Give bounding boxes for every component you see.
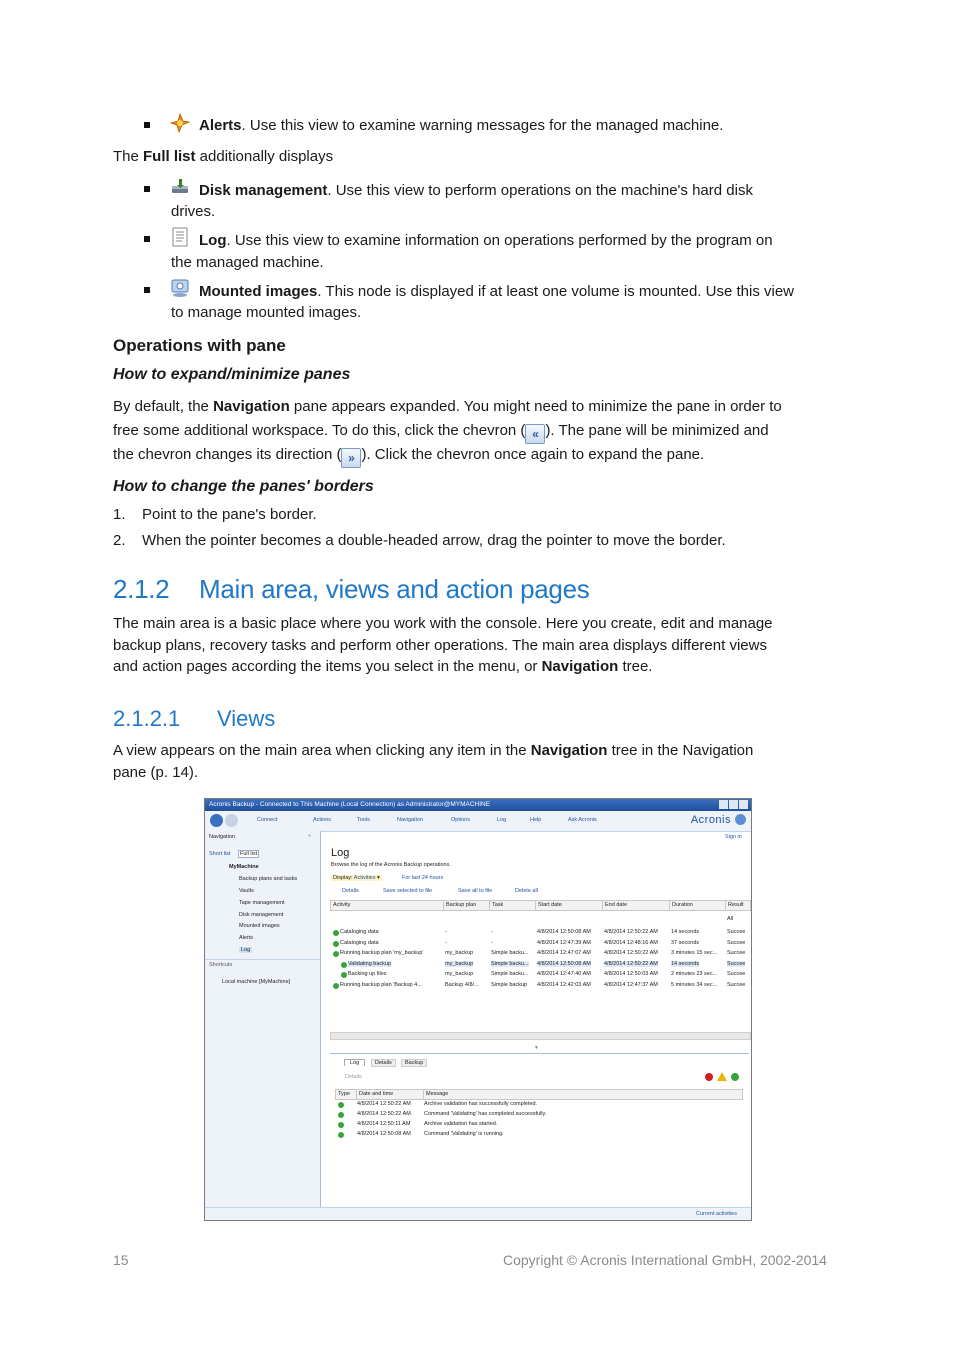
log-cell: 4/8/2014 12:47:07 AM — [537, 950, 591, 956]
info-icon — [338, 1122, 344, 1128]
alerts-icon — [170, 113, 190, 133]
status-ok-icon — [341, 972, 347, 978]
detail-cell: 4/8/2014 12:50:11 AM — [357, 1121, 411, 1127]
dcol-type-label: Type — [338, 1091, 350, 1097]
log-cell: Simple backup — [491, 981, 528, 988]
page-number: 15 — [113, 1252, 129, 1268]
sec-l3-pre: and action pages according the items you select in the menu, or — [113, 658, 542, 675]
main-log-title: Log — [331, 847, 350, 859]
detail-cell: Archive validation has started. — [424, 1121, 498, 1127]
tb-options: Options — [451, 817, 470, 823]
log-cell: Succee — [727, 960, 746, 967]
ops-l1-post: pane appears expanded. You might need to minimize the pane in order to — [289, 398, 782, 415]
subsection-number: 2.1.2.1 — [113, 706, 181, 731]
col-start-label: Start date — [538, 902, 562, 908]
tree-log: Log — [241, 947, 251, 953]
log-cell: 5 minutes 34 sec... — [671, 981, 718, 988]
step-1-number: 1. — [113, 506, 126, 523]
ops-para-line3 — [113, 444, 704, 468]
col-result-label: Result — [728, 902, 744, 908]
log-desc: . Use this view to examine information on operations performed by the program on — [226, 232, 773, 249]
log-cell: Simple backu... — [491, 960, 529, 967]
display-value: Activities — [353, 875, 376, 881]
views-para-line1 — [113, 740, 753, 762]
log-cell: 4/8/2014 12:50:22 AM — [604, 950, 658, 956]
log-cell: 2 minutes 23 sec... — [671, 971, 718, 977]
log-cell: my_backup — [445, 971, 474, 977]
shortcuts-title: Shortcuts — [209, 962, 233, 968]
info-icon — [338, 1112, 344, 1118]
log-cell: Succee — [727, 981, 746, 988]
log-cell: - — [491, 929, 493, 935]
back-icon — [210, 814, 223, 827]
ops-l2-post: ). The pane will be minimized and — [545, 422, 769, 439]
detail-cell: 4/8/2014 12:50:08 AM — [357, 1131, 411, 1137]
disk-desc: . Use this view to perform operations on the machine's hard disk — [327, 182, 753, 199]
nav-collapse-icon: « — [308, 833, 312, 839]
step-1-text: Point to the pane's border. — [142, 506, 317, 523]
tb-help: Help — [530, 817, 542, 823]
dcol-message-label: Message — [426, 1091, 449, 1097]
views-l1-pre: A view appears on the main area when clicking any item in the — [113, 742, 531, 759]
tab-log: Log — [344, 1059, 365, 1066]
intro-bold: Full list — [143, 148, 196, 165]
log-cell: Succee — [727, 929, 746, 935]
log-icon — [170, 227, 190, 247]
dcol-type — [335, 1089, 357, 1100]
col-end-label: End date — [605, 902, 628, 908]
sign-in-link: Sign in — [725, 834, 742, 840]
status-ok-icon — [333, 930, 339, 936]
ops-l1-pre: By default, the — [113, 398, 214, 415]
forward-icon — [225, 814, 238, 827]
tree-mymachine: MyMachine — [229, 864, 259, 870]
col-end — [602, 900, 670, 911]
log-cell: - — [445, 939, 447, 946]
log-cell: Backing up files — [348, 971, 387, 977]
log-cell: Simple backu... — [491, 971, 529, 977]
nav-divider — [205, 959, 320, 960]
log-cell: Validating backup — [348, 960, 392, 967]
short-list-tab: Short list — [209, 851, 231, 857]
mounted-desc: . This node is displayed if at least one volume is mounted. Use this view — [317, 283, 794, 300]
nav-title: Navigation — [209, 834, 235, 840]
detail-cell: 4/8/2014 12:50:22 AM — [357, 1101, 411, 1107]
mounted-desc-cont: to manage mounted images. — [171, 304, 362, 321]
log-cell: my_backup — [445, 960, 474, 967]
alerts-term: Alerts — [199, 117, 242, 134]
views-l1-bold: Navigation — [530, 742, 608, 759]
log-cell: 3 minutes 15 sec... — [671, 950, 718, 956]
mounted-term: Mounted images — [199, 283, 318, 300]
expand-minimize-heading: How to expand/minimize panes — [113, 366, 351, 383]
operations-heading: Operations with pane — [113, 336, 286, 355]
section-para-line3 — [113, 656, 652, 678]
tb-actions: Actions — [313, 817, 332, 823]
col-plan-label: Backup plan — [446, 902, 477, 908]
tb-log: Log — [497, 817, 507, 823]
log-cell: 14 seconds — [671, 960, 700, 967]
help-icon — [735, 814, 746, 825]
log-cell: 4/8/2014 12:50:22 AM — [604, 960, 658, 967]
details-search: Details — [345, 1074, 362, 1080]
error-filter-icon — [705, 1073, 713, 1081]
screenshot-nav-pane — [205, 831, 321, 1207]
result-filter: All — [727, 916, 734, 922]
display-label: Display: — [333, 875, 353, 881]
col-result — [725, 900, 751, 911]
log-cell: 4/8/2014 12:47:40 AM — [537, 971, 591, 977]
current-activities-link: Current activities — [696, 1211, 737, 1217]
log-desc-cont: the managed machine. — [171, 254, 324, 271]
tree-mounted: Mounted images — [239, 923, 280, 929]
log-cell: Cataloging data — [340, 929, 379, 935]
col-backup-plan — [443, 900, 490, 911]
detail-cell: Command 'Validating' has completed successfully. — [424, 1111, 547, 1117]
acronis-logo: Acronis — [690, 814, 731, 826]
close-icon — [739, 800, 748, 809]
ops-para-line1 — [113, 396, 782, 418]
section-para-line2: backup plans, recovery tasks and perform other operations. The main area displays different views — [113, 637, 767, 654]
tree-backup-plans: Backup plans and tasks — [239, 876, 298, 882]
step-2-text: When the pointer becomes a double-headed arrow, drag the pointer to move the border. — [142, 532, 726, 549]
disk-term: Disk management — [199, 182, 328, 199]
log-cell: 4/8/2014 12:42:03 AM — [537, 981, 591, 988]
log-cell: - — [491, 939, 493, 946]
window-controls — [719, 800, 748, 809]
period-filter: For last 24 hours — [402, 875, 444, 881]
log-cell: Running backup plan 'Backup 4... — [340, 981, 422, 988]
local-machine-shortcut: Local machine [MyMachine] — [222, 979, 291, 985]
details-divider — [330, 1053, 749, 1054]
col-start — [535, 900, 603, 911]
status-ok-icon — [333, 941, 339, 947]
alerts-desc: . Use this view to examine warning messages for the managed machine. — [241, 117, 724, 134]
main-log-desc: Browse the log of the Acronis Backup operations. — [331, 862, 451, 868]
ops-para-line2 — [113, 420, 769, 444]
log-cell: 4/8/2014 12:50:08 AM — [537, 960, 591, 967]
tree-disk: Disk management — [239, 912, 284, 918]
warning-filter-icon — [717, 1072, 727, 1081]
views-l1-post: tree in the Navigation — [607, 742, 754, 759]
log-cell: 4/8/2014 12:50:03 AM — [604, 971, 658, 977]
intro-post: additionally displays — [195, 148, 334, 165]
log-term: Log — [199, 232, 227, 249]
status-ok-icon — [341, 962, 347, 968]
section-para-line1: The main area is a basic place where you work with the console. Here you create, edit and manage — [113, 615, 773, 632]
sec-l3-bold: Navigation — [541, 658, 619, 675]
log-cell: 4/8/2014 12:50:08 AM — [537, 929, 591, 935]
info-icon — [338, 1102, 344, 1108]
bullet-marker — [144, 122, 150, 128]
log-cell: Simple backu... — [491, 950, 529, 956]
tb-navigation: Navigation — [397, 817, 423, 823]
log-cell: Running backup plan 'my_backup' — [340, 950, 424, 956]
screenshot-toolbar — [205, 811, 751, 832]
horizontal-scrollbar — [330, 1032, 751, 1040]
col-activity — [330, 900, 444, 911]
log-cell: Backup 4/8/... — [445, 981, 479, 988]
status-bar — [205, 1207, 751, 1221]
acronis-screenshot — [204, 798, 752, 1221]
action-save-selected: Save selected to file — [383, 888, 433, 894]
sec-l3-post: tree. — [618, 658, 653, 675]
views-para-line2: pane (p. 14). — [113, 764, 199, 781]
section-number: 2.1.2 — [113, 574, 170, 604]
section-title: Main area, views and action pages — [199, 574, 590, 604]
tree-tape: Tape management — [239, 900, 285, 906]
col-task-label: Task — [492, 902, 504, 908]
tab-backup: Backup — [401, 1059, 427, 1067]
display-filter: Display: Activities ▾ — [333, 875, 380, 881]
alerts-bullet-text — [199, 115, 723, 137]
tab-details: Details — [371, 1059, 396, 1067]
info-icon — [338, 1132, 344, 1138]
info-filter-icon — [731, 1073, 739, 1081]
log-cell: Cataloging data — [340, 939, 379, 946]
ops-l3-pre: the chevron changes its direction ( — [113, 446, 342, 463]
log-cell: Succee — [727, 950, 746, 956]
dcol-message — [423, 1089, 743, 1100]
splitter-chevron-icon: ▾ — [535, 1045, 538, 1051]
dcol-date-label: Date and time — [359, 1091, 394, 1097]
chevron-right-icon: » — [341, 448, 361, 468]
tb-ask-acronis: Ask Acronis — [568, 817, 597, 823]
log-cell: 4/8/2014 12:50:22 AM — [604, 929, 658, 935]
action-details: Details — [342, 888, 359, 894]
bullet-marker — [144, 186, 150, 192]
intro-pre: The — [113, 148, 144, 165]
screenshot-title: Acronis Backup - Connected to This Machine (Local Connection) as Administrator@MYMACHINE — [209, 801, 491, 808]
log-cell: 37 seconds — [671, 939, 700, 946]
tree-alerts: Alerts — [239, 935, 254, 941]
full-list-tab: Full list — [240, 851, 258, 857]
action-save-all: Save all to file — [458, 888, 493, 894]
copyright: Copyright © Acronis International GmbH, 2002-2014 — [503, 1252, 827, 1268]
tb-connect: Connect — [257, 817, 278, 823]
tree-vaults: Vaults — [239, 888, 254, 894]
step-2-number: 2. — [113, 532, 126, 549]
dcol-date — [356, 1089, 424, 1100]
log-cell: Succee — [727, 971, 746, 977]
mounted-bullet-text — [199, 281, 794, 303]
status-ok-icon — [333, 951, 339, 957]
col-duration-label: Duration — [672, 902, 693, 908]
log-cell: 4/8/2014 12:48:16 AM — [604, 939, 658, 946]
col-task — [489, 900, 536, 911]
log-cell: 4/8/2014 12:47:39 AM — [537, 939, 591, 946]
log-bullet-text — [199, 230, 773, 252]
log-cell: my_backup — [445, 950, 474, 956]
col-duration — [669, 900, 726, 911]
ops-l1-bold: Navigation — [213, 398, 290, 415]
minimize-icon — [719, 800, 728, 809]
action-delete-all: Delete all — [515, 888, 538, 894]
tb-tools: Tools — [357, 817, 370, 823]
bullet-marker — [144, 287, 150, 293]
maximize-icon — [729, 800, 738, 809]
detail-cell: Command 'Validating' is running. — [424, 1131, 504, 1137]
disk-desc-cont: drives. — [171, 203, 216, 220]
col-activity-label: Activity — [333, 902, 351, 908]
log-cell: 14 seconds — [671, 929, 700, 935]
bullet-marker — [144, 236, 150, 242]
screenshot-titlebar — [205, 799, 751, 811]
status-ok-icon — [333, 983, 339, 989]
log-cell: Succee — [727, 939, 746, 946]
chevron-left-icon: « — [525, 424, 545, 444]
ops-l2-pre: free some additional workspace. To do this, click the chevron ( — [113, 422, 526, 439]
detail-cell: 4/8/2014 12:50:22 AM — [357, 1111, 411, 1117]
detail-cell: Archive validation has successfully completed. — [424, 1101, 538, 1107]
full-list-intro — [113, 146, 333, 168]
ops-l3-post: ). Click the chevron once again to expand the pane. — [361, 446, 705, 463]
log-cell: 4/8/2014 12:47:37 AM — [604, 981, 658, 988]
log-cell: - — [445, 929, 447, 935]
mounted-images-icon — [170, 278, 190, 298]
disk-bullet-text — [199, 180, 753, 202]
disk-management-icon — [170, 177, 190, 197]
change-borders-heading: How to change the panes' borders — [113, 478, 374, 495]
subsection-title: Views — [217, 706, 276, 731]
